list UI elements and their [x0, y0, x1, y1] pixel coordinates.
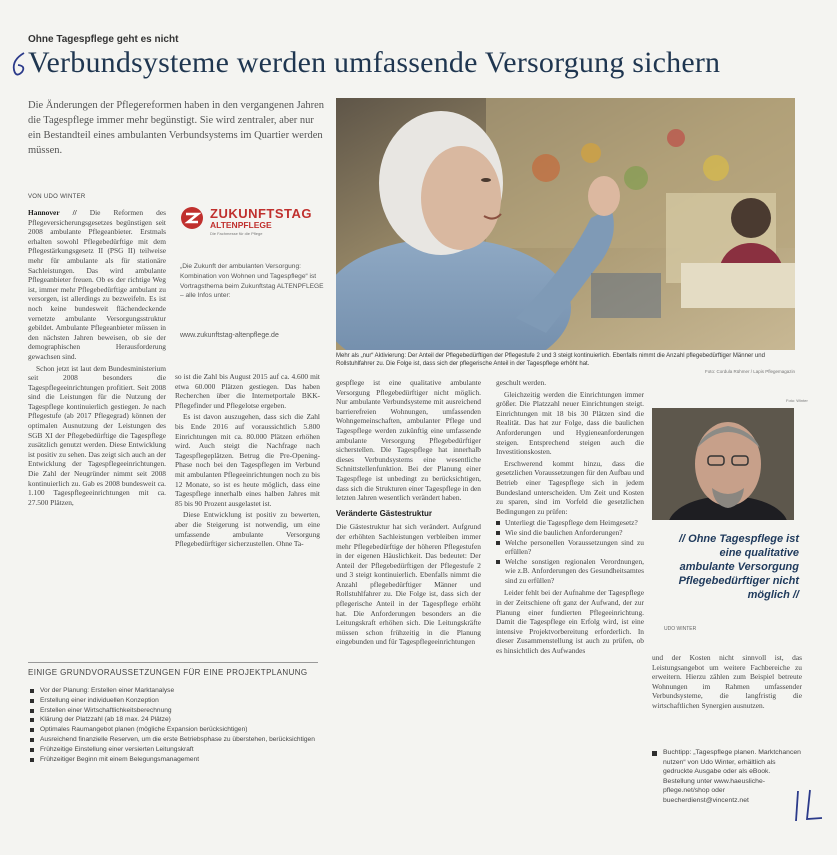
- paragraph: Erschwerend kommt hinzu, dass die gesetzlichen Voraussetzungen für den Aufbau und Betrieb einer Tagespflege sich in jedem Bundesland unterscheiden. Um Zeit und Kosten zu sparen, sind im Vorfeld die gesetzlichen Bedingungen zu prüfen:: [496, 458, 644, 516]
- handwritten-mark-left-icon: [8, 50, 30, 80]
- paragraph: Die Gästestruktur hat sich verändert. Aufgrund der erhöhten Sachleistungen verbleiben immer mehr Pflegebedürftige der höheren Pflegestufen in der eigenen Häuslichkeit. Das bedeutet: Der Anteil der Pflegebedürftigen der Pflegestufe 2 und 3 steigt kontinuierlich. Ebenfalls nimmt die Anzahl pflegebedürftiger Männer und Rollstuhlfahrer zu. Die Folge ist, dass sich der pflegerische Anteil in der Tagespflege erhöht hat. Die Anforderungen besonders an die Leitungskraft erhöhen sich. Die Leitungskräfte müssen schon frühzeitig in die Planung eingebunden und für Tagespflegeeinrichtungen: [336, 522, 481, 647]
- paragraph: so ist die Zahl bis August 2015 auf ca. 4.600 mit etwa 60.000 Plätzen gestiegen. Das haben Recherchen über die Internetportale BKK-Pflegefinder und Pflegelotse ergeben.: [175, 372, 320, 410]
- article-kicker: Ohne Tagespflege geht es nicht: [28, 34, 179, 45]
- logo-wordmark: ZUKUNFTSTAG: [210, 206, 313, 221]
- list-item: Vor der Planung: Erstellen einer Marktanalyse: [28, 686, 318, 696]
- paragraph: und der Kosten nicht sinnvoll ist, das Leistungsangebot um weitere Fachbereiche zu erweitern. Hierzu zählen zum Beispiel betreute Wohnungen im Rahmen umfassender Verbundsysteme, die langfristig die wirtschaftlichen Synergien ausnutzen.: [652, 653, 802, 710]
- zukunftstag-logo-icon: [180, 206, 204, 230]
- event-sidebar: [180, 196, 326, 366]
- list-item: Erstellung einer individuellen Konzeption: [28, 696, 318, 706]
- author-portrait-icon: [652, 408, 794, 520]
- divider: [28, 662, 318, 663]
- author-portrait: [652, 408, 794, 520]
- portrait-credit: Foto: Winter: [786, 398, 808, 403]
- elderly-woman-photo-icon: [336, 98, 795, 350]
- requirements-list: [496, 518, 644, 585]
- pull-quote: // Ohne Tagespflege ist eine qualitative ambulante Versorgung Pflegebedürftiger nicht möglich //: [678, 533, 799, 601]
- paragraph: Diese Entwicklung ist positiv zu bewerten, aber die Steigerung ist notwendig, um eine umfassende ambulante Versorgung Pflegebedürftiger sicherzustellen. Ohne Ta-: [175, 510, 320, 549]
- list-item: Welche sonstigen regionalen Verordnungen, wie z.B. Anforderungen des Gesundheitsamtes sind zu erfüllen?: [496, 557, 644, 586]
- checklist: [28, 686, 318, 764]
- bullet-square-icon: [652, 751, 657, 756]
- body-column-3: [336, 378, 481, 850]
- paragraph: Schon jetzt ist laut dem Bundesministerium seit 2008 besonders die Tagespflegeeinrichtungen profitiert. Seit 2008 sind die Leistungen für die Nutzung der Tagespflege kontinuierlich gestiegen. Je nach Pflegestufe (ab 2017 Pflegegrad) können der optimalen Ausnutzung der Leistungen des SGB XI der Pflegebedürftige die Tagespflege zusätzlich genutzt werden. Diese Entwicklung ist positiv zu sehen. Das zeigt sich auch an der Entwicklung der Tagespflegeeinrichtungen. Die Zahl der Neugründer nimmt seit 2008 kontinuierlich zu. Gab es 2008 bundesweit ca. 1.100 Tagespflegeeinrichtungen mit ca. 27.500 Plätzen,: [28, 363, 166, 507]
- list-item: Welche personellen Voraussetzungen sind zu erfüllen?: [496, 538, 644, 557]
- article-headline: Verbundsysteme werden umfassende Versorgung sichern: [28, 46, 721, 79]
- logo-subtitle: ALTENPFLEGE: [210, 220, 272, 230]
- body-column-4: [496, 378, 644, 850]
- photo-credit: Foto: Cordula Rühmer / Lapis Pflegemagazin: [704, 369, 795, 374]
- paragraph: Hannover // Die Reformen des Pflegeversicherungsgesetzes begünstigen seit 2008 ambulante Pflegeanbieter. Erstmals erhalten sowohl Pflegebedürftige mit dem Pflegestärkungsgesetz II (PSG II) teilweise mehr für ambulante als für stationäre Sachleistungen. Das wird ambulante Pflegeanbieter freuen. Ob es der richtige Weg ist, immer mehr Pflegebedürftige ambulant zu versorgen, ist allerdings zu bezweifeln. Es ist noch keine bundesweit flächendeckende vernetzte ambulante Versorgungsstruktur gebildet. Ambulante Pflegeanbieter müssen in den nächsten Jahren beweisen, ob sie der demographischen Herausforderung gewachsen sind.: [28, 208, 166, 361]
- sidebar-text: „Die Zukunft der ambulanten Versorgung: Kombination von Wohnen und Tagespflege“ ist Vortragsthema beim Zukunftstag ALTENPFLEGE – alle Infos unter:: [180, 263, 324, 300]
- list-item: Ausreichend finanzielle Reserven, um die erste Betriebsphase zu überstehen, berücksichtigen: [28, 735, 318, 745]
- list-item: Klärung der Platzzahl (ab 18 max. 24 Plätze): [28, 715, 318, 725]
- paragraph: Gleichzeitig werden die Einrichtungen immer größer. Die Platzzahl neuer Einrichtungen steigt. Einrichtungen mit 18 bis 30 Plätzen sind die Realität. Das hat zur Folge, dass die baulichen Anforderungen und Hygieneanforderungen steigen. Entsprechend steigen auch die Investitionskosten.: [496, 389, 644, 457]
- checklist-title: EINIGE GRUNDVORAUSSETZUNGEN FÜR EINE PROJEKTPLANUNG: [28, 668, 308, 677]
- book-tip-text: Buchtipp: „Tagespflege planen. Marktchancen nutzen“ von Udo Winter, erhältlich als gedruckte Ausgabe oder als eBook. Bestellung unter www.haeusliche-pflege.net/shop oder buecherdienst@vincentz.net: [663, 749, 801, 804]
- subheading: Veränderte Gästestruktur: [336, 508, 433, 518]
- paragraph: geschult werden.: [496, 378, 547, 387]
- body-column-2: [175, 372, 320, 636]
- paragraph: Es ist davon auszugehen, dass sich die Zahl bis Ende 2016 auf voraussichtlich 5.800 Einrichtungen mit ca. 80.000 Plätzen erhöhen wird. Auch steigt die Nachfrage nach Tagespflegeplätzen. Betrug die Pre-Opening-Phase noch bei den Tagespflegen im Verbund mit ambulanten Pflegeeinrichtungen noch zu bis 12 Monate, so ist es heute möglich, dass eine Tagespflege innerhalb eines halben Jahres mit 85 bis 90 Prozent ausgelastet ist.: [175, 412, 320, 508]
- photo-caption: Mehr als „nur“ Aktivierung: Der Anteil der Pflegebedürftigen der Pflegestufe 2 und 3 steigt kontinuierlich. Ebenfalls nimmt die Anzahl pflegebedürftiger Männer und Rollstuhlfahrer zu. Die Folge ist, dass sich der pflegerische Anteil in der Tagespflege erhöht hat.: [336, 353, 765, 368]
- list-item: Optimales Raumangebot planen (mögliche Expansion berücksichtigen): [28, 725, 318, 735]
- list-item: Unterliegt die Tagespflege dem Heimgesetz?: [496, 518, 644, 528]
- list-item: Frühzeitige Einstellung einer versierten Leitungskraft: [28, 745, 318, 755]
- list-item: Erstellen einer Wirtschaftlichkeitsberechnung: [28, 706, 318, 716]
- list-item: Frühzeitiger Beginn mit einem Belegungsmanagement: [28, 755, 318, 765]
- byline: VON UDO WINTER: [28, 194, 86, 200]
- handwritten-mark-right-icon: [790, 785, 830, 825]
- list-item: Wie sind die baulichen Anforderungen?: [496, 528, 644, 538]
- body-column-1: [28, 208, 166, 636]
- article-lead: Die Änderungen der Pflegereformen haben in den vergangenen Jahren die Tagespflege immer mehr begünstigt. Sie wird zentraler, aber nur ein Bestandteil eines ambulanten Verbundsystems im Quartier werden müssen.: [28, 100, 325, 156]
- sidebar-url[interactable]: www.zukunftstag-altenpflege.de: [180, 332, 279, 339]
- body-column-5: [652, 653, 802, 743]
- article-photo: [336, 98, 795, 350]
- dateline: Hannover //: [28, 208, 77, 217]
- quote-author: UDO WINTER: [664, 626, 697, 632]
- paragraph: Leider fehlt bei der Aufnahme der Tagespflege in der Zeitschiene oft ganz der Aufwand, der zur Planung einer fundierten Pflegeeinrichtung. Damit die Tagespflege ein Erfolg wird, ist eine intensive Projektvorbereitung erforderlich. In dieser Zusammenstellung ist auch zu prüfen, ob es hinsichtlich des Aufwandes: [496, 588, 644, 656]
- logo-tagline: Die Fachmesse für die Pflege: [210, 231, 263, 236]
- paragraph: gespflege ist eine qualitative ambulante Versorgung Pflegebedürftiger nicht möglich. Nur ambulante Verbundsysteme mit ausreichend barrierefreien Wohnungen, umfassenden Wohngemeinschaften, ambulanter Pflege und Tagespflege werden zukünftig eine umfassende ambulante Versorgung Pflegebedürftiger sicherstellen. Die Tagespflege hat innerhalb dieses Verbundsystems eine wesentliche Schnittstellenfunktion. Bei der Planung einer Tagespflege ist unbedingt zu berücksichtigen, dass sich die Strukturen einer Tagespflege in den letzten Jahren wesentlich verändert haben.: [336, 378, 481, 503]
